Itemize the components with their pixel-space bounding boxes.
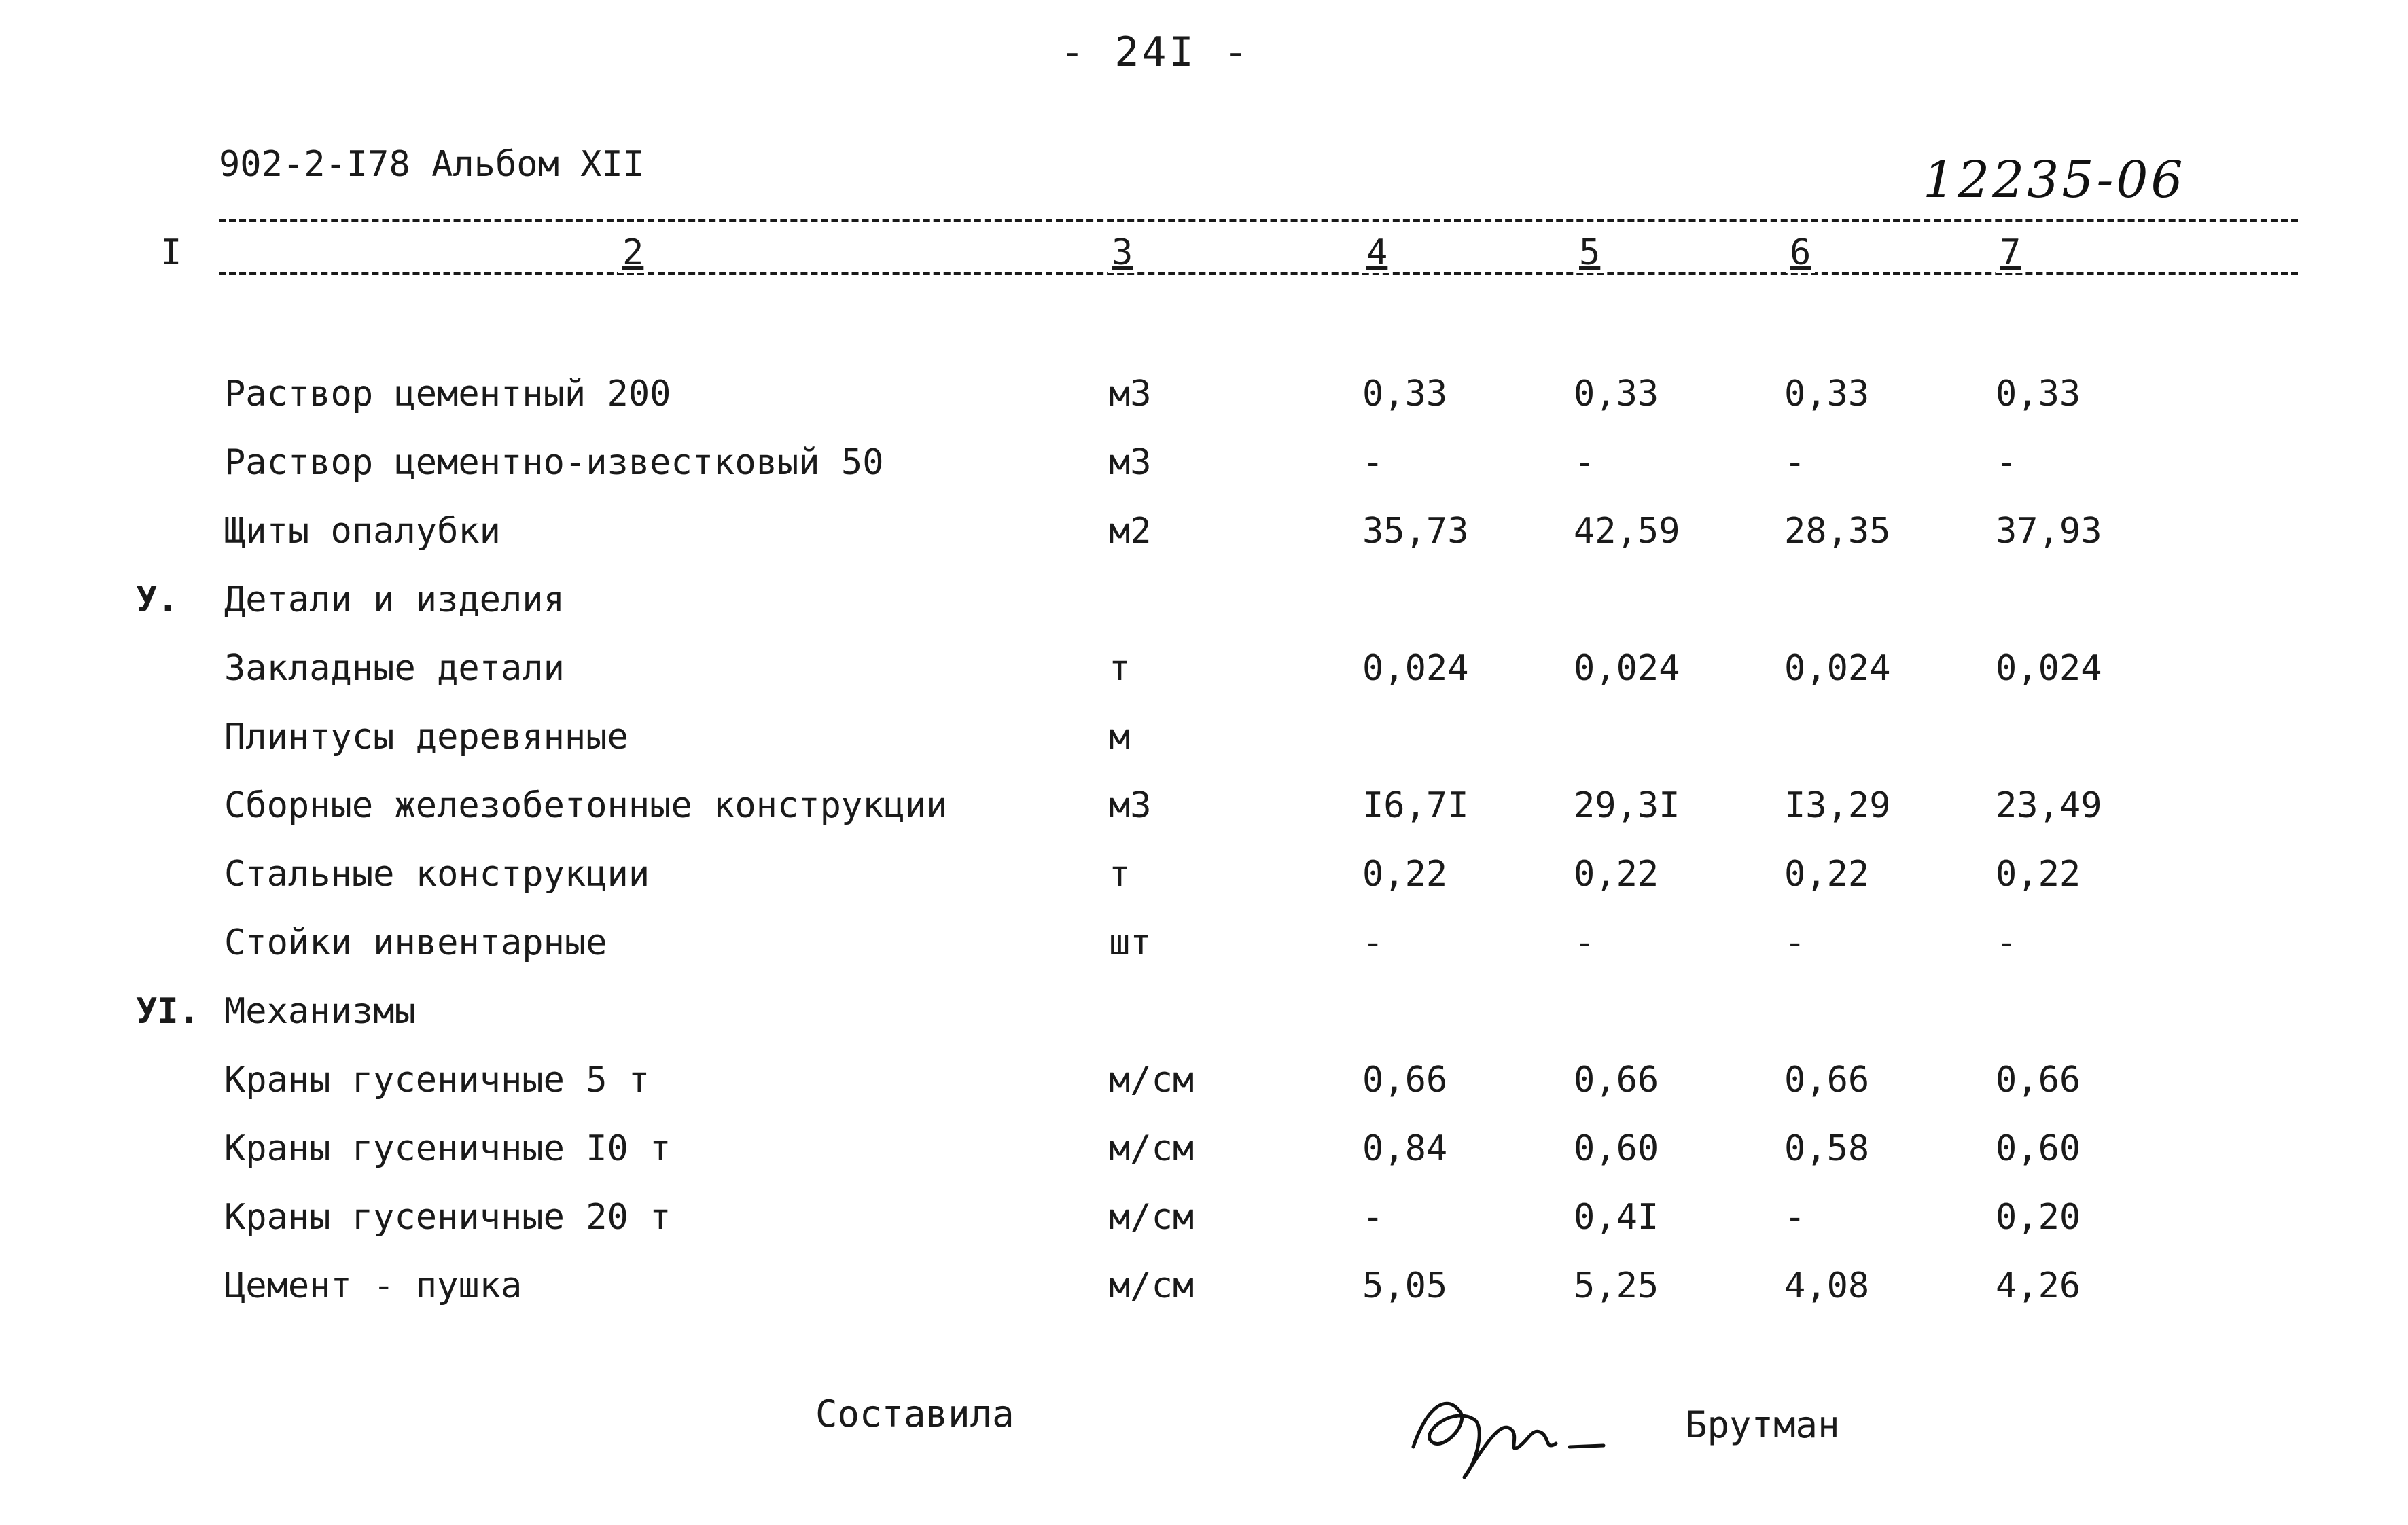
section-title: Детали и изделия bbox=[224, 579, 565, 620]
value-col-7: - bbox=[1996, 442, 2017, 483]
item-name: Стойки инвентарные bbox=[224, 922, 607, 963]
value-col-6: 4,08 bbox=[1784, 1266, 1870, 1306]
author-name: Брутман bbox=[1685, 1403, 1840, 1446]
document-code: 12235-06 bbox=[1923, 151, 2186, 209]
page-number: - 24I - bbox=[1060, 29, 1251, 76]
value-col-5: 0,33 bbox=[1574, 374, 1659, 414]
item-name: Краны гусеничные 5 т bbox=[224, 1060, 650, 1100]
item-name: Краны гусеничные 20 т bbox=[224, 1197, 671, 1238]
column-header-3: 3 bbox=[1108, 232, 1137, 273]
signature-icon bbox=[1400, 1365, 1617, 1488]
column-header-2: 2 bbox=[618, 232, 648, 273]
item-name: Закладные детали bbox=[224, 648, 565, 689]
column-header-1: I bbox=[156, 232, 185, 273]
table-row bbox=[0, 703, 2408, 772]
value-col-5: - bbox=[1574, 922, 1595, 963]
item-unit: м/см bbox=[1109, 1060, 1194, 1100]
value-col-5: 0,66 bbox=[1574, 1060, 1659, 1100]
value-col-5: 0,4I bbox=[1574, 1197, 1659, 1238]
item-name: Щиты опалубки bbox=[224, 511, 501, 552]
column-header-7: 7 bbox=[1996, 232, 2025, 273]
value-col-7: 0,20 bbox=[1996, 1197, 2081, 1238]
value-col-4: - bbox=[1362, 922, 1384, 963]
item-unit: м/см bbox=[1109, 1266, 1194, 1306]
table-row bbox=[0, 634, 2408, 703]
item-unit: т bbox=[1109, 648, 1131, 689]
value-col-7: 4,26 bbox=[1996, 1266, 2081, 1306]
item-unit: м bbox=[1109, 717, 1131, 757]
value-col-5: - bbox=[1574, 442, 1595, 483]
table-row bbox=[0, 1115, 2408, 1183]
header-rule-bottom bbox=[219, 272, 2298, 275]
item-unit: м/см bbox=[1109, 1197, 1194, 1238]
value-col-4: - bbox=[1362, 442, 1384, 483]
value-col-6: - bbox=[1784, 1197, 1806, 1238]
value-col-7: 0,33 bbox=[1996, 374, 2081, 414]
item-unit: м/см bbox=[1109, 1128, 1194, 1169]
value-col-6: - bbox=[1784, 442, 1806, 483]
item-unit: м2 bbox=[1109, 511, 1152, 552]
item-name: Сборные железобетонные конструкции bbox=[224, 785, 948, 826]
value-col-5: 0,60 bbox=[1574, 1128, 1659, 1169]
table-row bbox=[0, 840, 2408, 909]
value-col-6: - bbox=[1784, 922, 1806, 963]
item-unit: м3 bbox=[1109, 442, 1152, 483]
composed-by-label: Составила bbox=[815, 1393, 1014, 1435]
item-name: Краны гусеничные I0 т bbox=[224, 1128, 671, 1169]
section-number: У. bbox=[136, 579, 179, 620]
item-unit: шт bbox=[1109, 922, 1152, 963]
table-row bbox=[0, 909, 2408, 977]
value-col-6: 28,35 bbox=[1784, 511, 1891, 552]
value-col-5: 5,25 bbox=[1574, 1266, 1659, 1306]
section-title: Механизмы bbox=[224, 991, 416, 1032]
item-name: Цемент - пушка bbox=[224, 1266, 523, 1306]
value-col-4: 0,024 bbox=[1362, 648, 1469, 689]
value-col-7: 0,024 bbox=[1996, 648, 2102, 689]
value-col-6: 0,58 bbox=[1784, 1128, 1870, 1169]
item-name: Плинтусы деревянные bbox=[224, 717, 628, 757]
table-row bbox=[0, 497, 2408, 566]
value-col-4: 0,84 bbox=[1362, 1128, 1448, 1169]
value-col-7: - bbox=[1996, 922, 2017, 963]
table-row bbox=[0, 360, 2408, 429]
value-col-4: 0,22 bbox=[1362, 854, 1448, 895]
item-unit: м3 bbox=[1109, 785, 1152, 826]
value-col-5: 42,59 bbox=[1574, 511, 1680, 552]
value-col-5: 0,024 bbox=[1574, 648, 1680, 689]
value-col-4: I6,7I bbox=[1362, 785, 1469, 826]
item-unit: м3 bbox=[1109, 374, 1152, 414]
value-col-6: 0,66 bbox=[1784, 1060, 1870, 1100]
value-col-6: 0,33 bbox=[1784, 374, 1870, 414]
table-row bbox=[0, 1252, 2408, 1321]
section-row bbox=[0, 977, 2408, 1046]
value-col-7: 37,93 bbox=[1996, 511, 2102, 552]
table-row bbox=[0, 429, 2408, 497]
section-number: УI. bbox=[136, 991, 200, 1032]
item-name: Раствор цементный 200 bbox=[224, 374, 671, 414]
item-name: Раствор цементно-известковый 50 bbox=[224, 442, 884, 483]
value-col-4: 0,33 bbox=[1362, 374, 1448, 414]
value-col-6: I3,29 bbox=[1784, 785, 1891, 826]
value-col-7: 0,60 bbox=[1996, 1128, 2081, 1169]
value-col-5: 0,22 bbox=[1574, 854, 1659, 895]
value-col-7: 0,22 bbox=[1996, 854, 2081, 895]
column-header-4: 4 bbox=[1362, 232, 1392, 273]
value-col-7: 23,49 bbox=[1996, 785, 2102, 826]
item-name: Стальные конструкции bbox=[224, 854, 650, 895]
value-col-6: 0,024 bbox=[1784, 648, 1891, 689]
value-col-5: 29,3I bbox=[1574, 785, 1680, 826]
value-col-4: - bbox=[1362, 1197, 1384, 1238]
section-row bbox=[0, 566, 2408, 634]
value-col-4: 5,05 bbox=[1362, 1266, 1448, 1306]
column-header-6: 6 bbox=[1786, 232, 1815, 273]
table-row bbox=[0, 1183, 2408, 1252]
item-unit: т bbox=[1109, 854, 1131, 895]
value-col-7: 0,66 bbox=[1996, 1060, 2081, 1100]
value-col-4: 0,66 bbox=[1362, 1060, 1448, 1100]
value-col-4: 35,73 bbox=[1362, 511, 1469, 552]
table-row bbox=[0, 1046, 2408, 1115]
materials-table bbox=[0, 360, 2408, 1321]
table-row bbox=[0, 772, 2408, 840]
column-header-5: 5 bbox=[1575, 232, 1604, 273]
value-col-6: 0,22 bbox=[1784, 854, 1870, 895]
album-reference: 902-2-I78 Альбом XII bbox=[219, 144, 645, 185]
header-rule-top bbox=[219, 219, 2298, 222]
